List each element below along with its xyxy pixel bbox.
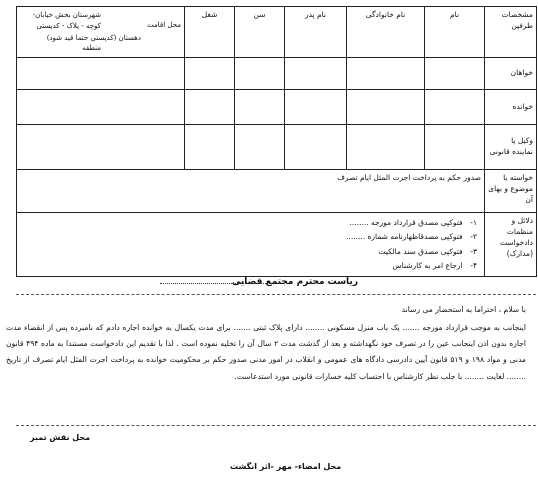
plaintiff-first-name-cell[interactable] xyxy=(425,58,485,90)
header-row xyxy=(17,7,537,58)
evidence-number: ۱- xyxy=(470,218,477,228)
greeting-text: با سلام ، احتراما به استحضار می رساند xyxy=(401,305,526,314)
father-name-header: نام پدر xyxy=(285,7,347,58)
plaintiff-last-name-cell[interactable] xyxy=(347,58,425,90)
petition-paragraph: اینجانب به موجب قرارداد مورجه ....... یک باب منزل مسکونی ........ دارای پلاک ثبتی ....... برای مدت یکسال به خوانده اجاره دادم که نامبرده پس از انقضاء مدت اجاره بدون اذن اینجانب عین را در تصرف خود نگهداشته و بعد از گذشت مدت ۲ سال آن را تخلیه نموده است . لذا با تقدیم این دادخواست مستندا به ماده ۴۹۴ قانون مدنی و مواد ۱۹۸ و ۵۱۹ قانون آیین دادرسی دادگاه های عمومی و انقلاب در امور مدنی صدور حکم بر محکومیت خوانده به پرداخت اجرت المثل ایام تصرف از تاریخ ........ لغایت ........ با جلب نظر کارشناس با احتساب کلیه خسارات قانونی مورد استدعاست. xyxy=(6,323,527,381)
court-title: ریاست محترم مجتمع قضایی xyxy=(231,277,358,287)
residence-header-line3: دهستان (کدپستی حتما قید شود) xyxy=(46,33,141,42)
parties-table xyxy=(16,6,537,277)
lawyer-age-cell[interactable] xyxy=(235,125,285,170)
signature-label: محل امضاء- مهر -اثر انگشت xyxy=(230,462,342,471)
lawyer-father-name-cell[interactable] xyxy=(285,125,347,170)
defendant-label: خوانده xyxy=(485,90,537,125)
evidence-text: فتوکپی مصدق قرارداد مورجه ........ xyxy=(349,218,463,228)
evidence-cell[interactable] xyxy=(17,213,485,277)
claim-row xyxy=(17,170,537,213)
evidence-item xyxy=(20,259,477,273)
residence-header-line1: محل اقامت xyxy=(147,20,181,29)
defendant-row xyxy=(17,90,537,125)
evidence-number: ۳- xyxy=(470,246,477,256)
section-divider xyxy=(16,294,536,295)
defendant-age-cell[interactable] xyxy=(235,90,285,125)
defendant-job-cell[interactable] xyxy=(185,90,235,125)
defendant-residence-cell[interactable] xyxy=(17,90,185,125)
footer-divider xyxy=(16,425,536,426)
defendant-last-name-cell[interactable] xyxy=(347,90,425,125)
plaintiff-label: خواهان xyxy=(485,58,537,90)
evidence-text: فتوکپی مصدقاظهارنامه شماره ........ xyxy=(346,232,463,242)
evidence-number: ۲- xyxy=(470,232,477,242)
lawyer-last-name-cell[interactable] xyxy=(347,125,425,170)
plaintiff-row xyxy=(17,58,537,90)
evidence-item xyxy=(20,245,477,259)
residence-header xyxy=(17,7,185,58)
plaintiff-father-name-cell[interactable] xyxy=(285,58,347,90)
lawyer-residence-cell[interactable] xyxy=(17,125,185,170)
residence-header-line4: منطقه xyxy=(82,44,101,53)
residence-header-line2: شهرستان بخش خیابان- کوچه - پلاک - کدپستی xyxy=(32,11,101,30)
evidence-number: ۴- xyxy=(470,260,477,270)
age-header: سن xyxy=(235,7,285,58)
lawyer-job-cell[interactable] xyxy=(185,125,235,170)
evidence-list xyxy=(20,216,481,273)
evidence-item xyxy=(20,230,477,244)
plaintiff-residence-cell[interactable] xyxy=(17,58,185,90)
evidence-text: ارجاع امر به کارشناس xyxy=(392,260,463,270)
last-name-header: نام خانوادگی xyxy=(347,7,425,58)
job-header: شغل xyxy=(185,7,235,58)
plaintiff-age-cell[interactable] xyxy=(235,58,285,90)
claim-text[interactable]: صدور حکم به پرداخت اجرت المثل ایام تصرف xyxy=(17,170,485,213)
lawyer-first-name-cell[interactable] xyxy=(425,125,485,170)
claim-label: خواسته یا موضوع و بهای آن xyxy=(485,170,537,213)
evidence-label: دلائل و منظمات دادخواست (مدارک) xyxy=(485,213,537,277)
first-name-header: نام xyxy=(425,7,485,58)
plaintiff-job-cell[interactable] xyxy=(185,58,235,90)
evidence-row xyxy=(17,213,537,277)
lawyer-row xyxy=(17,125,537,170)
court-name-blank[interactable] xyxy=(160,283,270,284)
parties-header: مشخصات طرفین xyxy=(485,7,537,58)
evidence-text: فتوکپی مصدق سند مالکیت xyxy=(378,246,463,256)
evidence-item xyxy=(20,216,477,230)
defendant-first-name-cell[interactable] xyxy=(425,90,485,125)
lawyer-label: وکیل یا نماینده قانونی xyxy=(485,125,537,170)
petition-body xyxy=(6,320,526,385)
defendant-father-name-cell[interactable] xyxy=(285,90,347,125)
stamp-label: محل نقش تمبر xyxy=(30,433,91,442)
